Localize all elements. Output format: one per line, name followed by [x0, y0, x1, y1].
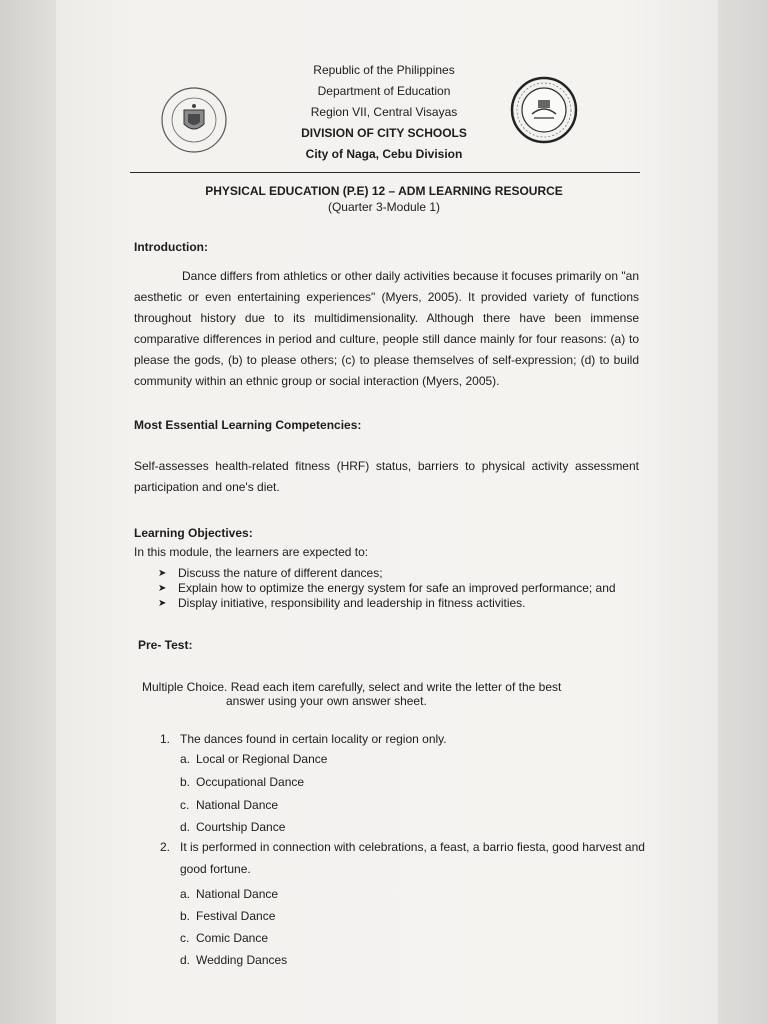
question-2: 2. It is performed in connection with celebrations, a feast, a barrio fiesta, good harvest and good fortune.: [160, 840, 645, 876]
module-subtitle: (Quarter 3-Module 1): [327, 200, 441, 214]
question-1-option-a: a. Local or Regional Dance: [180, 752, 328, 766]
objectives-intro: In this module, the learners are expected to:: [134, 545, 369, 559]
arrow-bullet-icon: ➤: [158, 598, 167, 609]
header-divider: [130, 172, 640, 173]
question-1-option-b: b. Occupational Dance: [180, 775, 305, 789]
list-item: ➤ Discuss the nature of different dances;: [158, 566, 383, 580]
question-2-option-d: d. Wedding Dances: [180, 953, 288, 967]
header-division: DIVISION OF CITY SCHOOLS: [301, 126, 467, 140]
pretest-instructions: Multiple Choice. Read each item carefully, select and write the letter of the best answer using your own answer sheet.: [142, 680, 562, 708]
introduction-text: Dance differs from athletics or other daily activities because it focuses primarily on "an aesthetic or even entertaining experiences" (Myers, 2005). It provided variety of functions throughout history due to its multidimensionality. Although there have been immense comparative differences in period and culture, people still dance mainly for four reasons: (a) to please the gods, (b) to please others; (c) to please themselves of self-expression; (d) to build community within an ethnic group or social interaction (Myers, 2005).: [134, 269, 639, 388]
list-item: ➤ Display initiative, responsibility and leadership in fitness activities.: [158, 596, 526, 610]
introduction-paragraph: [134, 266, 639, 392]
question-2-option-b: b. Festival Dance: [180, 909, 276, 923]
arrow-bullet-icon: ➤: [158, 583, 167, 594]
question-2-option-c: c. Comic Dance: [180, 931, 269, 945]
header-department: Department of Education: [317, 84, 451, 98]
question-1-option-d: d. Courtship Dance: [180, 820, 286, 834]
introduction-heading: Introduction:: [134, 240, 208, 254]
arrow-bullet-icon: ➤: [158, 568, 167, 579]
objectives-heading: Learning Objectives:: [134, 526, 253, 540]
document-header: [0, 60, 768, 165]
header-city: City of Naga, Cebu Division: [305, 147, 463, 161]
objectives-list: [158, 566, 616, 611]
pretest-heading: Pre- Test:: [138, 638, 193, 652]
competencies-heading: Most Essential Learning Competencies:: [134, 418, 362, 432]
question-1: 1. The dances found in certain locality or region only.: [160, 732, 447, 746]
question-2-option-a: a. National Dance: [180, 887, 279, 901]
header-republic: Republic of the Philippines: [313, 63, 455, 77]
question-1-option-c: c. National Dance: [180, 798, 279, 812]
competencies-text: Self-assesses health-related fitness (HRF) status, barriers to physical activity assessment participation and one's diet.: [134, 459, 639, 494]
module-title: PHYSICAL EDUCATION (P.E) 12 – ADM LEARNING RESOURCE: [205, 184, 563, 198]
list-item: ➤ Explain how to optimize the energy system for safe an improved performance; and: [158, 581, 616, 595]
header-region: Region VII, Central Visayas: [310, 105, 458, 119]
